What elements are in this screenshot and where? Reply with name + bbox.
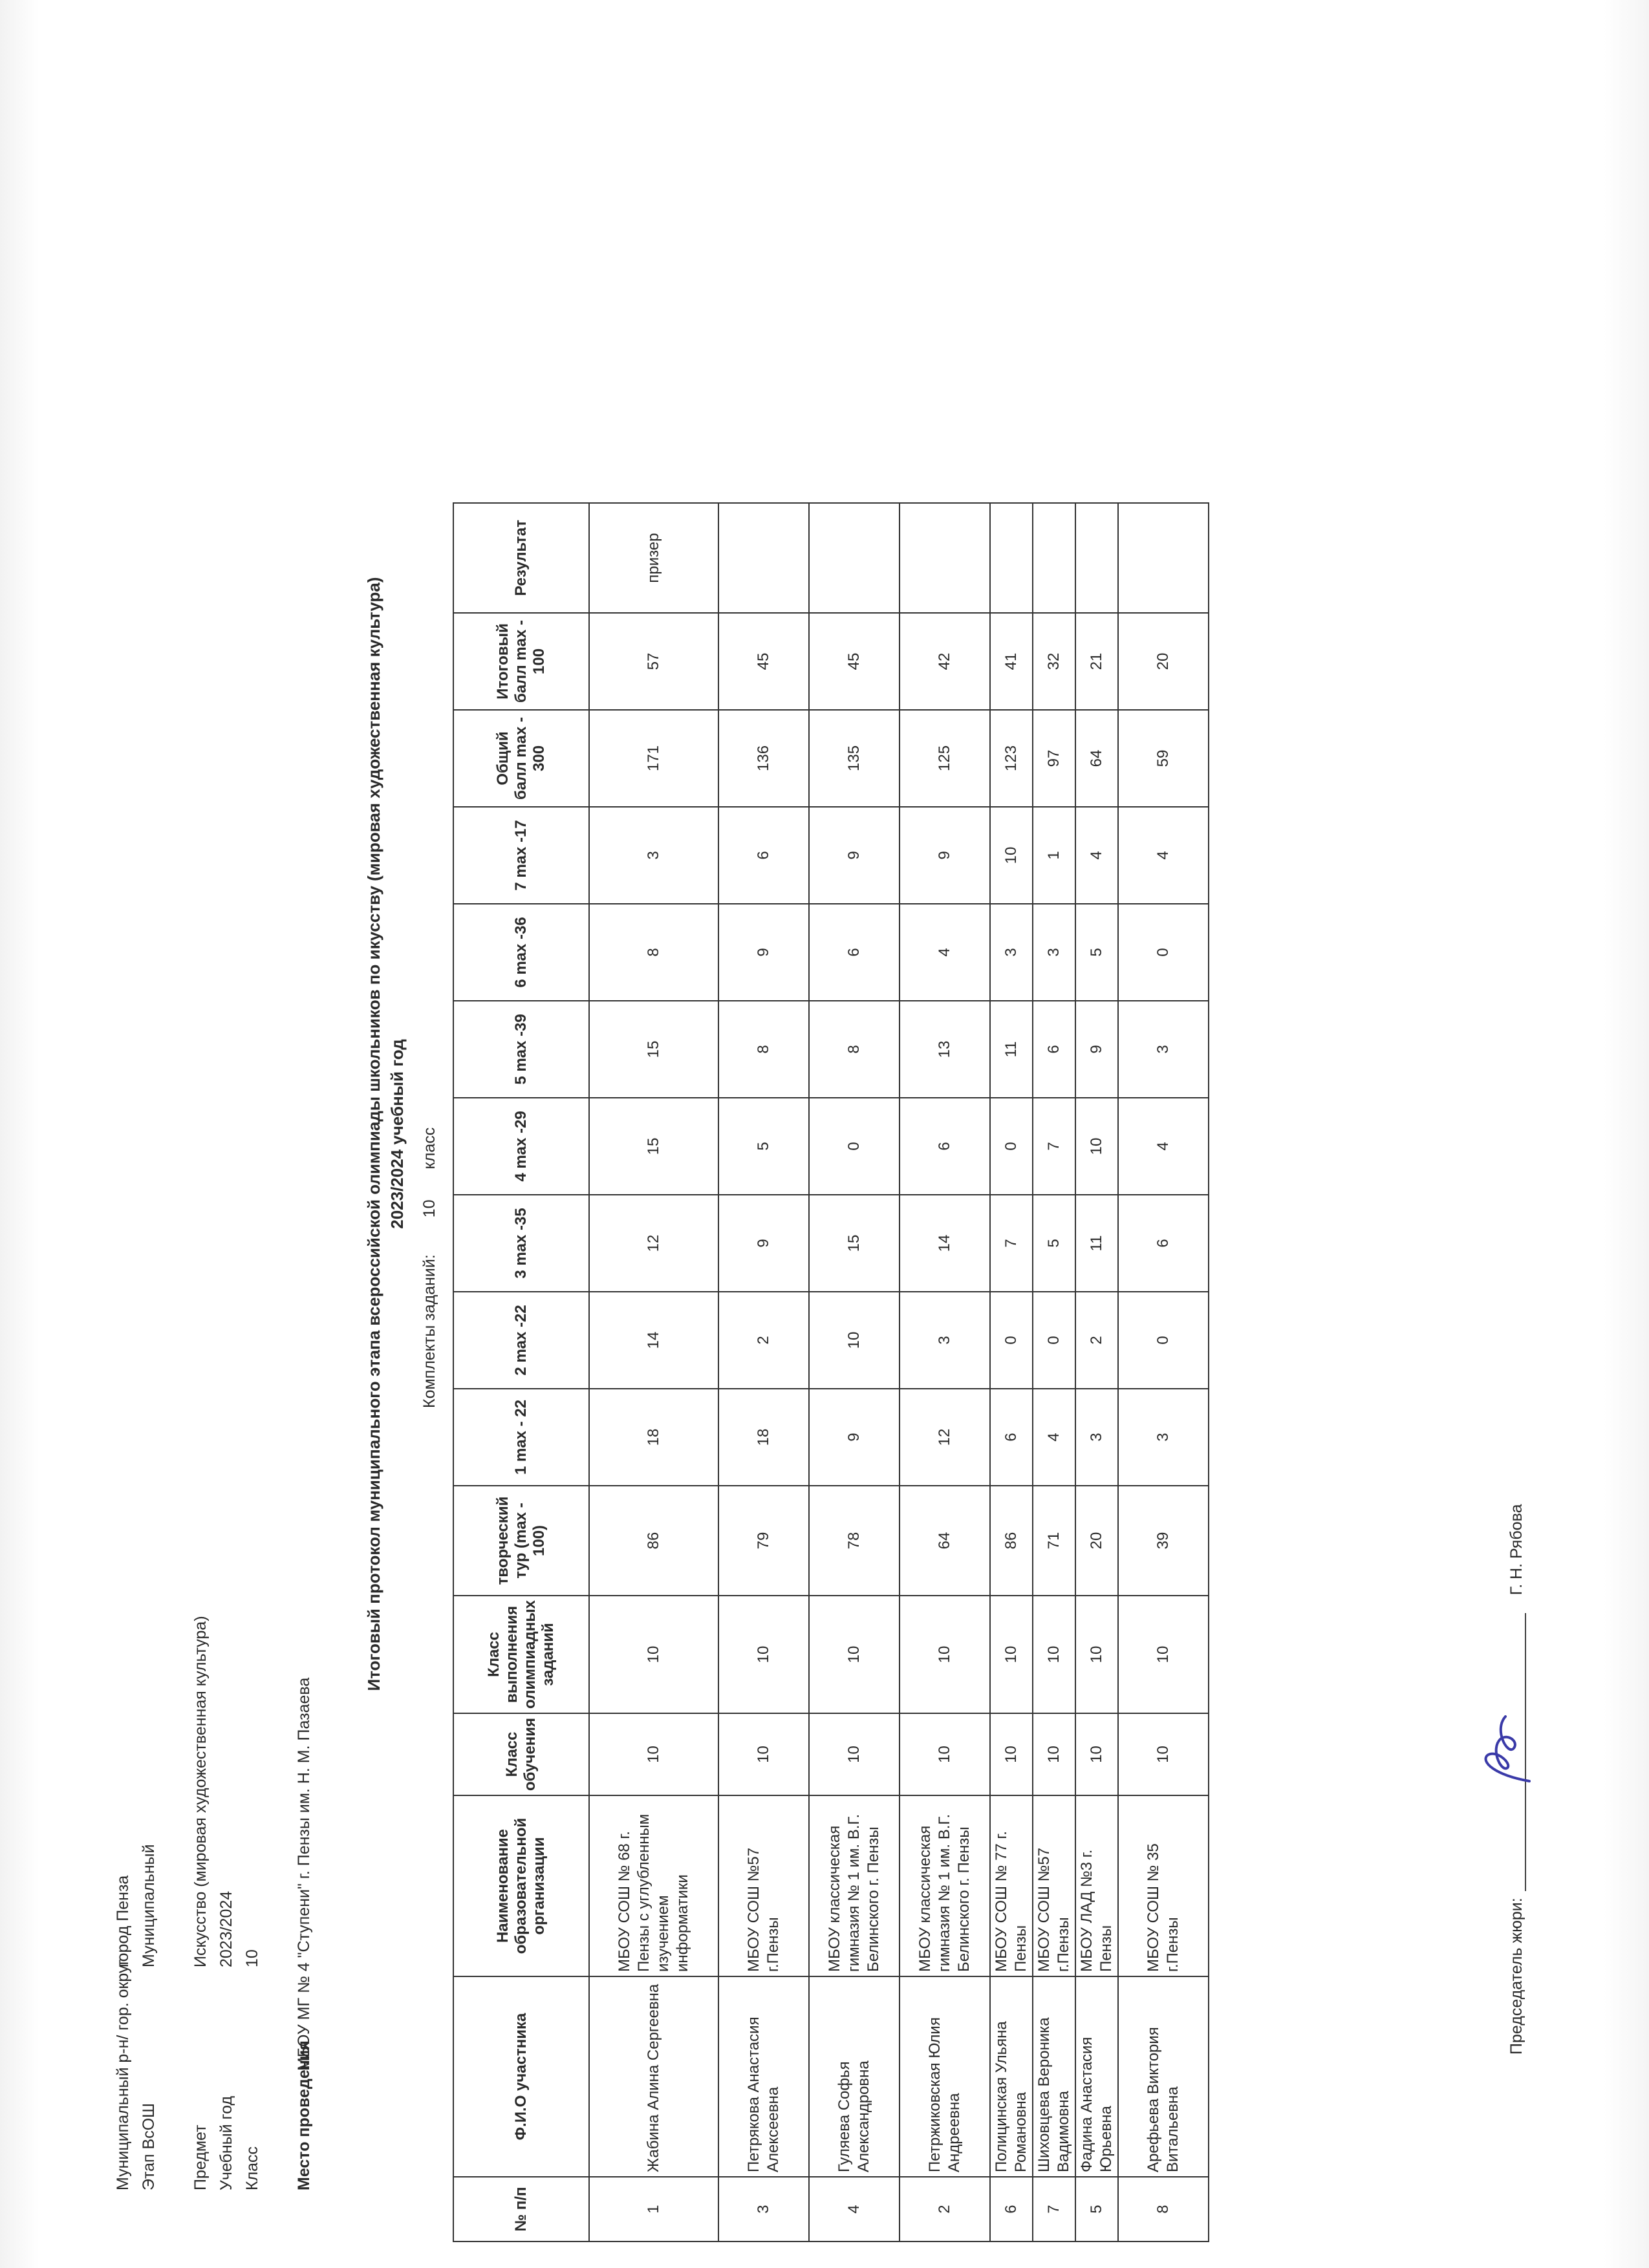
cell-grade: 10 xyxy=(809,1713,900,1795)
cell-task-6: 3 xyxy=(1033,904,1075,1001)
cell-task-1: 6 xyxy=(990,1389,1033,1486)
cell-task-2: 0 xyxy=(990,1292,1033,1389)
cell-task-2: 10 xyxy=(809,1292,900,1389)
table-row xyxy=(1118,503,1209,2241)
cell-grade: 10 xyxy=(589,1713,718,1795)
cell-total: 64 xyxy=(1075,710,1118,807)
cell-grade: 10 xyxy=(1118,1713,1209,1795)
col-header-task-6: 6 max -36 xyxy=(453,904,589,1001)
cell-task-grade: 10 xyxy=(1118,1596,1209,1713)
cell-task-3: 5 xyxy=(1033,1195,1075,1292)
venue-value: МБОУ МГ № 4 "Ступени" г. Пензы им. Н. М. Пазаева xyxy=(295,1677,313,2071)
cell-task-5: 11 xyxy=(990,1001,1033,1098)
cell-result xyxy=(809,503,900,613)
cell-grade: 10 xyxy=(990,1713,1033,1795)
cell-name: Шиховцева Вероника Вадимовна xyxy=(1033,1976,1075,2177)
cell-result xyxy=(1118,503,1209,613)
cell-result xyxy=(990,503,1033,613)
cell-task-5: 9 xyxy=(1075,1001,1118,1098)
handwritten-signature xyxy=(1468,1704,1539,1794)
kits-number: 10 xyxy=(420,1199,438,1218)
cell-task-1: 18 xyxy=(718,1389,809,1486)
cell-creative: 20 xyxy=(1075,1486,1118,1596)
cell-organization: МБОУ классическая гимназия № 1 им. В.Г. Белинского г. Пензы xyxy=(900,1795,990,1976)
table-row xyxy=(900,503,990,2241)
cell-creative: 39 xyxy=(1118,1486,1209,1596)
grade-value: 10 xyxy=(243,1949,261,1967)
cell-task-4: 15 xyxy=(589,1098,718,1195)
cell-number: 8 xyxy=(1118,2177,1209,2241)
cell-task-2: 3 xyxy=(900,1292,990,1389)
stage-label: Этап ВсОШ xyxy=(140,2102,158,2190)
cell-task-7: 6 xyxy=(718,807,809,904)
cell-final: 42 xyxy=(900,613,990,710)
table-row xyxy=(1075,503,1118,2241)
cell-task-1: 4 xyxy=(1033,1389,1075,1486)
cell-final: 45 xyxy=(809,613,900,710)
col-header-task-grade: Класс выполнения олимпиадных заданий xyxy=(453,1596,589,1713)
title-line-1: Итоговый протокол муниципального этапа всероссийской олимпиады школьников по икусству (мировая художественная культура) xyxy=(364,577,383,1691)
cell-task-5: 8 xyxy=(718,1001,809,1098)
cell-task-4: 7 xyxy=(1033,1098,1075,1195)
cell-task-1: 9 xyxy=(809,1389,900,1486)
subject-value: Искусство (мировая художественная культура) xyxy=(191,1616,210,1967)
cell-name: Арефьева Виктория Витальевна xyxy=(1118,1976,1209,2177)
cell-name: Полицинская Ульяна Романовна xyxy=(990,1976,1033,2177)
cell-task-4: 0 xyxy=(809,1098,900,1195)
header-meta xyxy=(110,1616,317,2190)
cell-task-3: 7 xyxy=(990,1195,1033,1292)
cell-total: 136 xyxy=(718,710,809,807)
cell-task-6: 8 xyxy=(589,904,718,1001)
cell-final: 32 xyxy=(1033,613,1075,710)
signature-line xyxy=(1507,1613,1526,1891)
municipality-value: город Пенза xyxy=(114,1875,132,1967)
cell-final: 45 xyxy=(718,613,809,710)
cell-task-grade: 10 xyxy=(809,1596,900,1713)
table-row xyxy=(718,503,809,2241)
cell-result xyxy=(900,503,990,613)
cell-result xyxy=(1075,503,1118,613)
cell-number: 7 xyxy=(1033,2177,1075,2241)
cell-name: Петржиковская Юлия Андреевна xyxy=(900,1976,990,2177)
cell-organization: МБОУ классическая гимназия № 1 им. В.Г. Белинского г. Пензы xyxy=(809,1795,900,1976)
cell-task-1: 3 xyxy=(1075,1389,1118,1486)
municipality-label: Муниципальный р-н/ гор. округ xyxy=(114,1959,132,2190)
cell-task-5: 8 xyxy=(809,1001,900,1098)
cell-number: 4 xyxy=(809,2177,900,2241)
cell-task-3: 12 xyxy=(589,1195,718,1292)
cell-task-2: 2 xyxy=(1075,1292,1118,1389)
cell-number: 6 xyxy=(990,2177,1033,2241)
subject-label: Предмет xyxy=(191,2124,210,2190)
cell-organization: МБОУ СОШ № 77 г. Пензы xyxy=(990,1795,1033,1976)
cell-name: Петрякова Анастасия Алексеевна xyxy=(718,1976,809,2177)
cell-task-3: 15 xyxy=(809,1195,900,1292)
col-header-total: Общий балл max - 300 xyxy=(453,710,589,807)
cell-task-7: 9 xyxy=(900,807,990,904)
cell-total: 125 xyxy=(900,710,990,807)
year-value: 2023/2024 xyxy=(217,1890,235,1967)
cell-task-6: 3 xyxy=(990,904,1033,1001)
cell-task-5: 13 xyxy=(900,1001,990,1098)
cell-creative: 64 xyxy=(900,1486,990,1596)
jury-chair-label: Председатель жюри: xyxy=(1507,1898,1525,2055)
kits-suffix: класс xyxy=(420,1127,438,1170)
col-header-task-2: 2 max -22 xyxy=(453,1292,589,1389)
cell-task-7: 1 xyxy=(1033,807,1075,904)
cell-total: 123 xyxy=(990,710,1033,807)
cell-task-4: 5 xyxy=(718,1098,809,1195)
stage-value: Муниципальный xyxy=(140,1844,158,1967)
cell-task-7: 4 xyxy=(1118,807,1209,904)
cell-organization: МБОУ СОШ № 35 г.Пензы xyxy=(1118,1795,1209,1976)
cell-creative: 79 xyxy=(718,1486,809,1596)
cell-final: 57 xyxy=(589,613,718,710)
col-header-task-4: 4 max -29 xyxy=(453,1098,589,1195)
cell-task-4: 6 xyxy=(900,1098,990,1195)
cell-result: призер xyxy=(589,503,718,613)
col-header-organization: Наименование образовательной организации xyxy=(453,1795,589,1976)
cell-number: 3 xyxy=(718,2177,809,2241)
cell-total: 171 xyxy=(589,710,718,807)
cell-task-6: 5 xyxy=(1075,904,1118,1001)
table-header-row xyxy=(453,503,589,2241)
cell-task-6: 0 xyxy=(1118,904,1209,1001)
venue-label: Место проведения xyxy=(295,2040,313,2190)
cell-task-4: 10 xyxy=(1075,1098,1118,1195)
task-kits xyxy=(420,1128,439,1408)
cell-task-grade: 10 xyxy=(589,1596,718,1713)
cell-task-6: 4 xyxy=(900,904,990,1001)
cell-organization: МБОУ СОШ № 68 г. Пензы с углубленным изучением информатики xyxy=(589,1795,718,1976)
cell-task-1: 12 xyxy=(900,1389,990,1486)
cell-task-2: 0 xyxy=(1033,1292,1075,1389)
grade-label: Класс xyxy=(243,2146,261,2190)
cell-task-7: 3 xyxy=(589,807,718,904)
cell-task-2: 0 xyxy=(1118,1292,1209,1389)
cell-total: 97 xyxy=(1033,710,1075,807)
cell-final: 21 xyxy=(1075,613,1118,710)
document-title xyxy=(362,0,409,2268)
cell-task-grade: 10 xyxy=(718,1596,809,1713)
cell-task-4: 4 xyxy=(1118,1098,1209,1195)
table-row xyxy=(589,503,718,2241)
col-header-task-1: 1 max - 22 xyxy=(453,1389,589,1486)
col-header-number: № п/п xyxy=(453,2177,589,2241)
cell-task-3: 14 xyxy=(900,1195,990,1292)
cell-name: Жабина Алина Сергеевна xyxy=(589,1976,718,2177)
col-header-result: Результат xyxy=(453,503,589,613)
cell-task-3: 11 xyxy=(1075,1195,1118,1292)
cell-name: Фадина Анастасия Юрьевна xyxy=(1075,1976,1118,2177)
results-table xyxy=(453,502,1209,2242)
cell-total: 59 xyxy=(1118,710,1209,807)
cell-task-7: 4 xyxy=(1075,807,1118,904)
col-header-task-5: 5 max -39 xyxy=(453,1001,589,1098)
cell-result xyxy=(1033,503,1075,613)
cell-organization: МБОУ СОШ №57 г.Пензы xyxy=(1033,1795,1075,1976)
cell-task-5: 6 xyxy=(1033,1001,1075,1098)
cell-creative: 86 xyxy=(990,1486,1033,1596)
cell-grade: 10 xyxy=(1033,1713,1075,1795)
cell-task-6: 6 xyxy=(809,904,900,1001)
table-row xyxy=(990,503,1033,2241)
cell-task-grade: 10 xyxy=(1075,1596,1118,1713)
cell-organization: МБОУ СОШ №57 г.Пензы xyxy=(718,1795,809,1976)
table-row xyxy=(1033,503,1075,2241)
cell-task-4: 0 xyxy=(990,1098,1033,1195)
cell-task-1: 18 xyxy=(589,1389,718,1486)
col-header-task-7: 7 max -17 xyxy=(453,807,589,904)
cell-grade: 10 xyxy=(900,1713,990,1795)
jury-chair-name: Г. Н. Рябова xyxy=(1507,1504,1525,1596)
cell-total: 135 xyxy=(809,710,900,807)
cell-creative: 86 xyxy=(589,1486,718,1596)
cell-number: 1 xyxy=(589,2177,718,2241)
cell-grade: 10 xyxy=(1075,1713,1118,1795)
cell-final: 41 xyxy=(990,613,1033,710)
cell-task-grade: 10 xyxy=(900,1596,990,1713)
cell-number: 5 xyxy=(1075,2177,1118,2241)
col-header-final: Итоговый балл max - 100 xyxy=(453,613,589,710)
cell-task-grade: 10 xyxy=(1033,1596,1075,1713)
kits-label: Комплекты заданий: xyxy=(420,1254,438,1408)
cell-task-3: 9 xyxy=(718,1195,809,1292)
col-header-grade: Класс обучения xyxy=(453,1713,589,1795)
cell-task-2: 2 xyxy=(718,1292,809,1389)
cell-task-5: 3 xyxy=(1118,1001,1209,1098)
cell-task-5: 15 xyxy=(589,1001,718,1098)
title-line-2: 2023/2024 учебный год xyxy=(387,1039,407,1229)
year-label: Учебный год xyxy=(217,2095,235,2190)
jury-signature-block xyxy=(1507,1504,1526,2055)
cell-name: Гуляева Софья Александровна xyxy=(809,1976,900,2177)
cell-number: 2 xyxy=(900,2177,990,2241)
table-row xyxy=(809,503,900,2241)
col-header-task-3: 3 max -35 xyxy=(453,1195,589,1292)
cell-creative: 78 xyxy=(809,1486,900,1596)
cell-result xyxy=(718,503,809,613)
col-header-name: Ф.И.О участника xyxy=(453,1976,589,2177)
cell-organization: МБОУ ЛАД №3 г. Пензы xyxy=(1075,1795,1118,1976)
cell-task-7: 10 xyxy=(990,807,1033,904)
col-header-creative: творческий тур (max - 100) xyxy=(453,1486,589,1596)
cell-task-6: 9 xyxy=(718,904,809,1001)
cell-task-1: 3 xyxy=(1118,1389,1209,1486)
cell-task-3: 6 xyxy=(1118,1195,1209,1292)
cell-task-7: 9 xyxy=(809,807,900,904)
cell-final: 20 xyxy=(1118,613,1209,710)
cell-task-grade: 10 xyxy=(990,1596,1033,1713)
cell-task-2: 14 xyxy=(589,1292,718,1389)
cell-grade: 10 xyxy=(718,1713,809,1795)
cell-creative: 71 xyxy=(1033,1486,1075,1596)
